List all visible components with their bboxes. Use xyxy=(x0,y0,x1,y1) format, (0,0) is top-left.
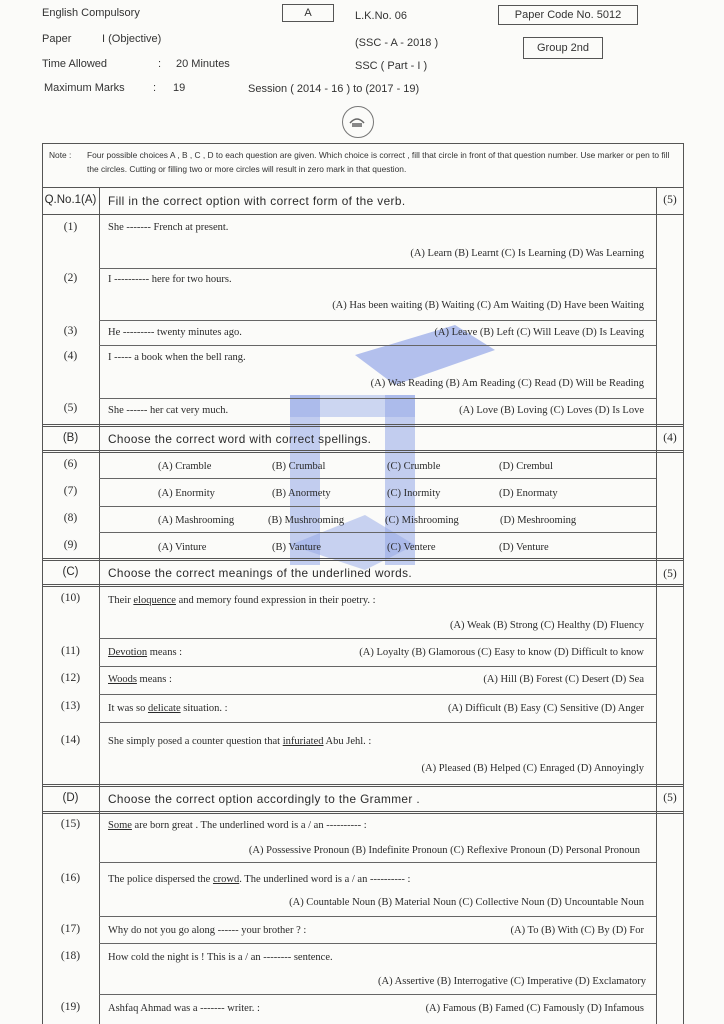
exam-year: (SSC - A - 2018 ) xyxy=(355,37,439,49)
q10-stem-pre: Their xyxy=(108,595,134,606)
rule xyxy=(42,424,684,427)
paper-value: I (Objective) xyxy=(102,33,162,45)
q1-number: (1) xyxy=(63,221,78,233)
rule xyxy=(99,666,656,667)
q18-number: (18) xyxy=(60,950,81,962)
q7-option-d: (D) Enormaty xyxy=(499,488,558,499)
q19-number: (19) xyxy=(60,1001,81,1013)
q12-stem xyxy=(108,674,172,685)
section-a-heading: Fill in the correct option with correct form of the verb. xyxy=(108,194,406,208)
q11-stem-post: means : xyxy=(147,647,183,658)
q4-number: (4) xyxy=(63,350,78,362)
q15-stem xyxy=(108,820,367,831)
q5-number: (5) xyxy=(63,402,78,414)
q17-stem: Why do not you go along ------ your brother ? : xyxy=(108,925,307,936)
q16-stem-pre: The police dispersed the xyxy=(108,874,213,885)
col-divider-right xyxy=(656,188,657,1024)
section-b-number: (B) xyxy=(62,432,79,444)
q14-stem-post: Abu Jehl. : xyxy=(323,736,372,747)
rule xyxy=(42,784,684,787)
q9-number: (9) xyxy=(63,539,78,551)
rule xyxy=(99,638,656,639)
marks-value: 19 xyxy=(173,82,186,94)
rule xyxy=(99,916,656,917)
q8-number: (8) xyxy=(63,512,78,524)
group-box: Group 2nd xyxy=(523,37,603,59)
rule xyxy=(99,398,656,399)
q13-stem-pre: It was so xyxy=(108,703,148,714)
q8-option-a: (A) Mashrooming xyxy=(158,515,235,526)
q6-option-c: (C) Crumble xyxy=(387,461,441,472)
q7-number: (7) xyxy=(63,485,78,497)
q3-options: (A) Leave (B) Left (C) Will Leave (D) Is Leaving xyxy=(434,327,644,338)
q12-options: (A) Hill (B) Forest (C) Desert (D) Sea xyxy=(483,674,644,685)
version-box: A xyxy=(282,4,334,22)
q4-stem: I ----- a book when the bell rang. xyxy=(108,352,246,363)
q2-options: (A) Has been waiting (B) Waiting (C) Am Waiting (D) Have been Waiting xyxy=(332,300,644,311)
q14-stem-pre: She simply posed a counter question that xyxy=(108,736,283,747)
q13-stem xyxy=(108,703,228,714)
rule xyxy=(99,862,656,863)
section-d-marks: (5) xyxy=(663,792,677,804)
q1-options: (A) Learn (B) Learnt (C) Is Learning (D) Was Learning xyxy=(410,248,644,259)
q15-options: (A) Possessive Pronoun (B) Indefinite Pronoun (C) Reflexive Pronoun (D) Personal Pronoun xyxy=(248,845,640,856)
q15-underlined-word: Some xyxy=(108,820,132,831)
q6-option-d: (D) Crembul xyxy=(499,461,553,472)
q10-number: (10) xyxy=(60,592,81,604)
q2-stem: I ---------- here for two hours. xyxy=(108,274,232,285)
rule xyxy=(99,694,656,695)
rule xyxy=(99,943,656,944)
rule xyxy=(42,450,684,453)
note-label: Note : xyxy=(49,150,72,160)
q9-option-c: (C) Ventere xyxy=(387,542,436,553)
lk-number: L.K.No. 06 xyxy=(355,10,407,22)
section-c-heading: Choose the correct meanings of the underlined words. xyxy=(108,566,413,580)
q16-options: (A) Countable Noun (B) Material Noun (C) Collective Noun (D) Uncountable Noun xyxy=(289,897,644,908)
note-text: Four possible choices A , B , C , D to each question are given. Which choice is correct , fill that circle in front of that question number. Use marker or pen to fill the circles. Cutting or filling two or more circles will result in zero mark in that question. xyxy=(87,150,670,174)
rule xyxy=(99,722,656,723)
rule xyxy=(99,268,656,269)
q10-underlined-word: eloquence xyxy=(133,595,176,606)
rule xyxy=(99,478,656,479)
q4-options: (A) Was Reading (B) Am Reading (C) Read (D) Will be Reading xyxy=(370,378,644,389)
q13-options: (A) Difficult (B) Easy (C) Sensitive (D) Anger xyxy=(447,703,644,714)
col-divider-left xyxy=(99,188,100,1024)
section-c-marks: (5) xyxy=(663,568,677,580)
board-logo xyxy=(342,106,374,138)
section-b-heading: Choose the correct word with correct spellings. xyxy=(108,432,372,446)
q5-stem: She ------ her cat very much. xyxy=(108,405,229,416)
rule xyxy=(42,558,684,561)
section-a-marks: (5) xyxy=(663,194,677,206)
q19-options: (A) Famous (B) Famed (C) Famously (D) Infamous xyxy=(425,1003,644,1014)
rule xyxy=(42,811,684,814)
q12-number: (12) xyxy=(60,672,81,684)
q10-options: (A) Weak (B) Strong (C) Healthy (D) Fluency xyxy=(449,620,644,631)
rule xyxy=(99,532,656,533)
q7-option-b: (B) Anormety xyxy=(272,488,331,499)
q14-options: (A) Pleased (B) Helped (C) Enraged (D) Annoyingly xyxy=(421,763,644,774)
time-value: 20 Minutes xyxy=(176,58,230,70)
q1-stem: She ------- French at present. xyxy=(108,222,229,233)
q19-stem: Ashfaq Ahmad was a ------- writer. : xyxy=(108,1003,260,1014)
q11-options: (A) Loyalty (B) Glamorous (C) Easy to know (D) Difficult to know xyxy=(359,647,644,658)
rule xyxy=(42,214,684,215)
q9-option-a: (A) Vinture xyxy=(158,542,207,553)
section-a-number: Q.No.1(A) xyxy=(44,194,97,206)
q6-option-b: (B) Crumbal xyxy=(272,461,326,472)
q3-number: (3) xyxy=(63,325,78,337)
q16-stem xyxy=(108,874,410,885)
q8-option-c: (C) Mishrooming xyxy=(385,515,459,526)
q6-option-a: (A) Cramble xyxy=(158,461,212,472)
time-colon: : xyxy=(158,58,162,70)
q16-stem-post: . The underlined word is a / an ---------- : xyxy=(239,874,411,885)
q10-stem xyxy=(108,595,376,606)
q7-option-c: (C) Inormity xyxy=(387,488,441,499)
q18-stem: How cold the night is ! This is a / an -------- sentence. xyxy=(108,952,333,963)
paper-label: Paper xyxy=(42,33,72,45)
section-d-heading: Choose the correct option accordingly to the Grammer . xyxy=(108,792,421,806)
marks-label: Maximum Marks xyxy=(44,82,125,94)
q14-stem xyxy=(108,736,371,747)
q12-underlined-word: Woods xyxy=(108,674,137,685)
section-d-number: (D) xyxy=(62,792,79,804)
q11-stem xyxy=(108,647,182,658)
session: Session ( 2014 - 16 ) to (2017 - 19) xyxy=(248,83,420,95)
q17-options: (A) To (B) With (C) By (D) For xyxy=(510,925,644,936)
q7-option-a: (A) Enormity xyxy=(158,488,215,499)
section-c-number: (C) xyxy=(62,566,79,578)
q14-underlined-word: infuriated xyxy=(282,736,324,747)
q3-stem: He --------- twenty minutes ago. xyxy=(108,327,242,338)
q12-stem-post: means : xyxy=(136,674,172,685)
q16-number: (16) xyxy=(60,872,81,884)
q13-stem-post: situation. : xyxy=(180,703,228,714)
paper-code-box: Paper Code No. 5012 xyxy=(498,5,638,25)
q11-number: (11) xyxy=(61,645,80,657)
q8-option-d: (D) Meshrooming xyxy=(500,515,577,526)
exam-part: SSC ( Part - I ) xyxy=(355,60,428,72)
rule xyxy=(42,584,684,587)
instructions-note xyxy=(42,143,684,188)
q9-option-d: (D) Venture xyxy=(499,542,549,553)
rule xyxy=(99,994,656,995)
q16-underlined-word: crowd xyxy=(212,874,240,885)
rule xyxy=(99,345,656,346)
q14-number: (14) xyxy=(60,734,81,746)
q9-option-b: (B) Vanture xyxy=(272,542,322,553)
q10-stem-post: and memory found expression in their poetry. : xyxy=(175,595,376,606)
section-b-marks: (4) xyxy=(663,432,677,444)
q2-number: (2) xyxy=(63,272,78,284)
rule xyxy=(99,320,656,321)
q13-number: (13) xyxy=(60,700,81,712)
q13-underlined-word: delicate xyxy=(147,703,181,714)
q6-number: (6) xyxy=(63,458,78,470)
q18-options: (A) Assertive (B) Interrogative (C) Imperative (D) Exclamatory xyxy=(378,976,646,987)
q15-number: (15) xyxy=(60,818,81,830)
time-label: Time Allowed xyxy=(42,58,108,70)
q17-number: (17) xyxy=(60,923,81,935)
rule xyxy=(99,506,656,507)
marks-colon: : xyxy=(153,82,157,94)
q11-underlined-word: Devotion xyxy=(108,647,148,658)
q15-stem-post: are born great . The underlined word is a / an ---------- : xyxy=(131,820,367,831)
q8-option-b: (B) Mushrooming xyxy=(268,515,345,526)
subject-title: English Compulsory xyxy=(42,7,140,19)
q5-options: (A) Love (B) Loving (C) Loves (D) Is Love xyxy=(459,405,644,416)
